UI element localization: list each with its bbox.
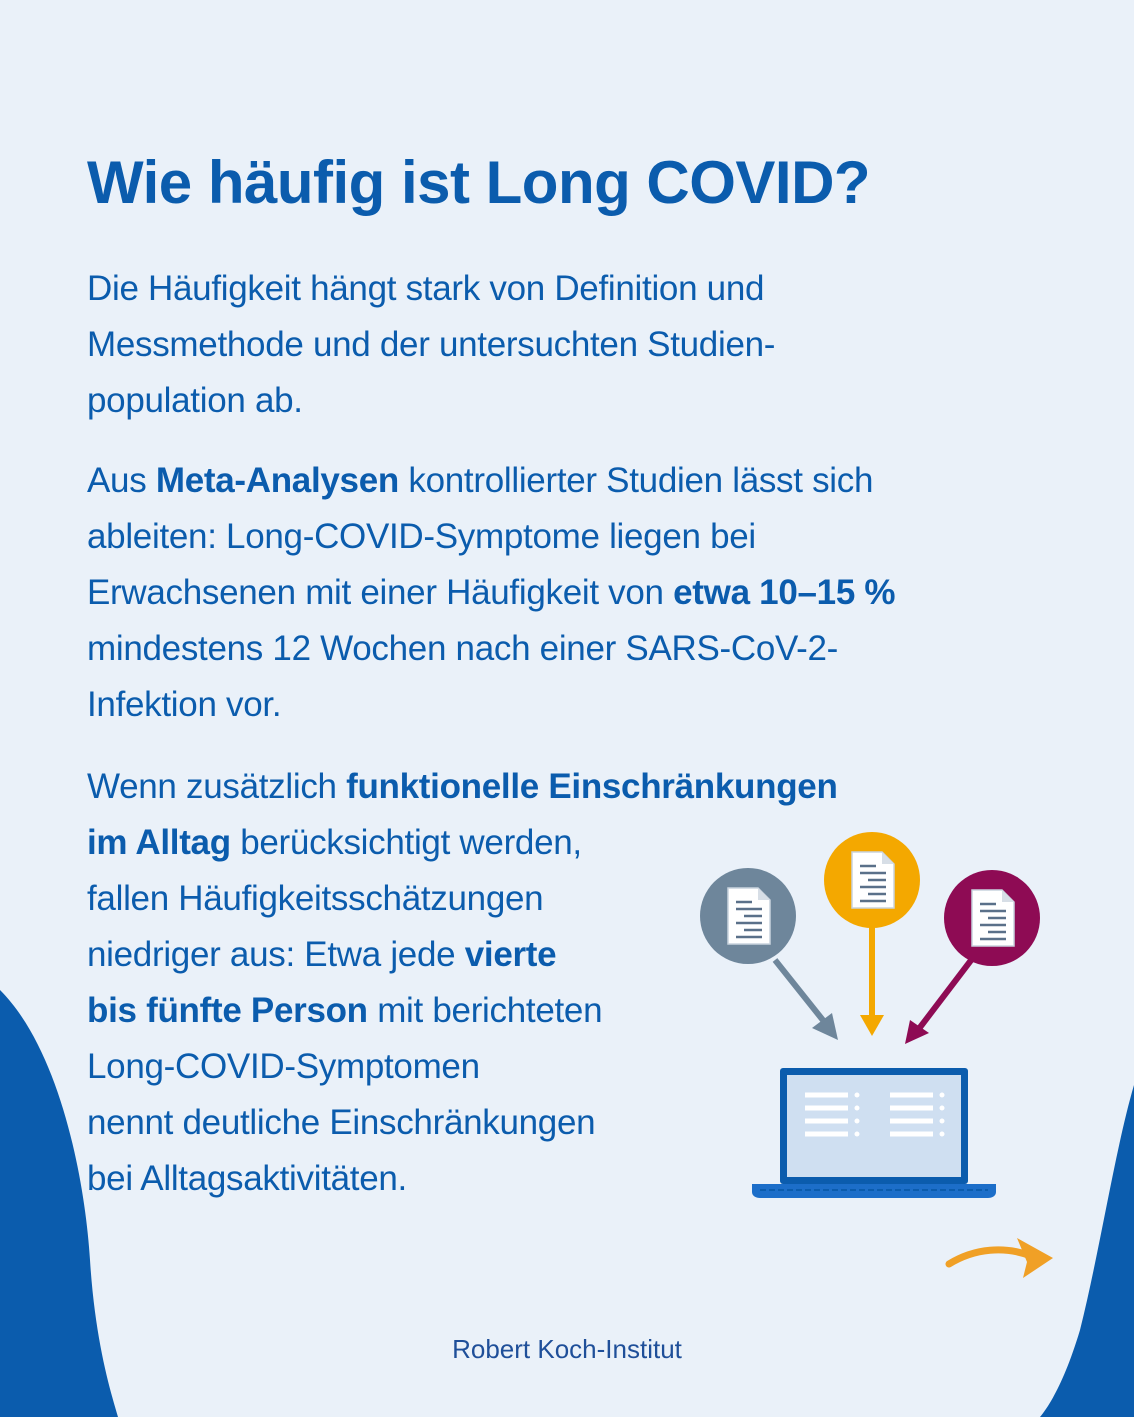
- text-fragment: niedriger aus: Etwa jede: [87, 935, 465, 974]
- page-title: Wie häufig ist Long COVID?: [87, 149, 871, 216]
- text-fragment: mit berichteten: [367, 991, 603, 1030]
- highlight-vierte: vierte: [464, 935, 557, 974]
- purple-arrow-icon: [905, 955, 975, 1044]
- yellow-arrow-icon: [860, 920, 884, 1036]
- text-line: nennt deutliche Einschränkungen: [87, 1103, 596, 1142]
- text-line: fallen Häufigkeitsschätzungen: [87, 879, 544, 918]
- yellow-document-icon: [824, 832, 920, 928]
- text-fragment: kontrollierter Studien lässt sich: [398, 461, 874, 500]
- gray-document-icon: [700, 868, 796, 964]
- highlight-funktionelle: funktionelle Einschränkungen: [346, 767, 838, 806]
- text-fragment: Aus: [87, 461, 156, 500]
- highlight-percentage: etwa 10–15 %: [673, 573, 896, 612]
- highlight-meta-analysen: Meta-Analysen: [155, 461, 399, 500]
- text-fragment: Wenn zusätzlich: [87, 767, 347, 806]
- next-arrow-icon[interactable]: [945, 1222, 1055, 1282]
- text-line: Messmethode und der untersuchten Studien-: [87, 325, 776, 364]
- text-line: Infektion vor.: [87, 685, 282, 724]
- meta-analysis-paragraph: [87, 453, 895, 733]
- text-line: Long-COVID-Symptomen: [87, 1047, 480, 1086]
- text-fragment: berücksichtigt werden,: [230, 823, 582, 862]
- text-line: Die Häufigkeit hängt stark von Definition und: [87, 269, 765, 308]
- intro-paragraph: [87, 261, 775, 429]
- text-line: bei Alltagsaktivitäten.: [87, 1159, 407, 1198]
- gray-arrow-icon: [775, 960, 838, 1040]
- text-line: population ab.: [87, 381, 303, 420]
- text-fragment: Erwachsenen mit einer Häufigkeit von: [87, 573, 674, 612]
- highlight-alltag: im Alltag: [87, 823, 231, 862]
- footer-institution: Robert Koch-Institut: [452, 1334, 682, 1364]
- laptop-icon: [752, 1068, 996, 1198]
- text-line: mindestens 12 Wochen nach einer SARS-CoV-2-: [87, 629, 839, 668]
- data-illustration: [690, 830, 1050, 1210]
- text-line: ableiten: Long-COVID-Symptome liegen bei: [87, 517, 756, 556]
- highlight-fuenfte-person: bis fünfte Person: [87, 991, 368, 1030]
- purple-document-icon: [944, 870, 1040, 966]
